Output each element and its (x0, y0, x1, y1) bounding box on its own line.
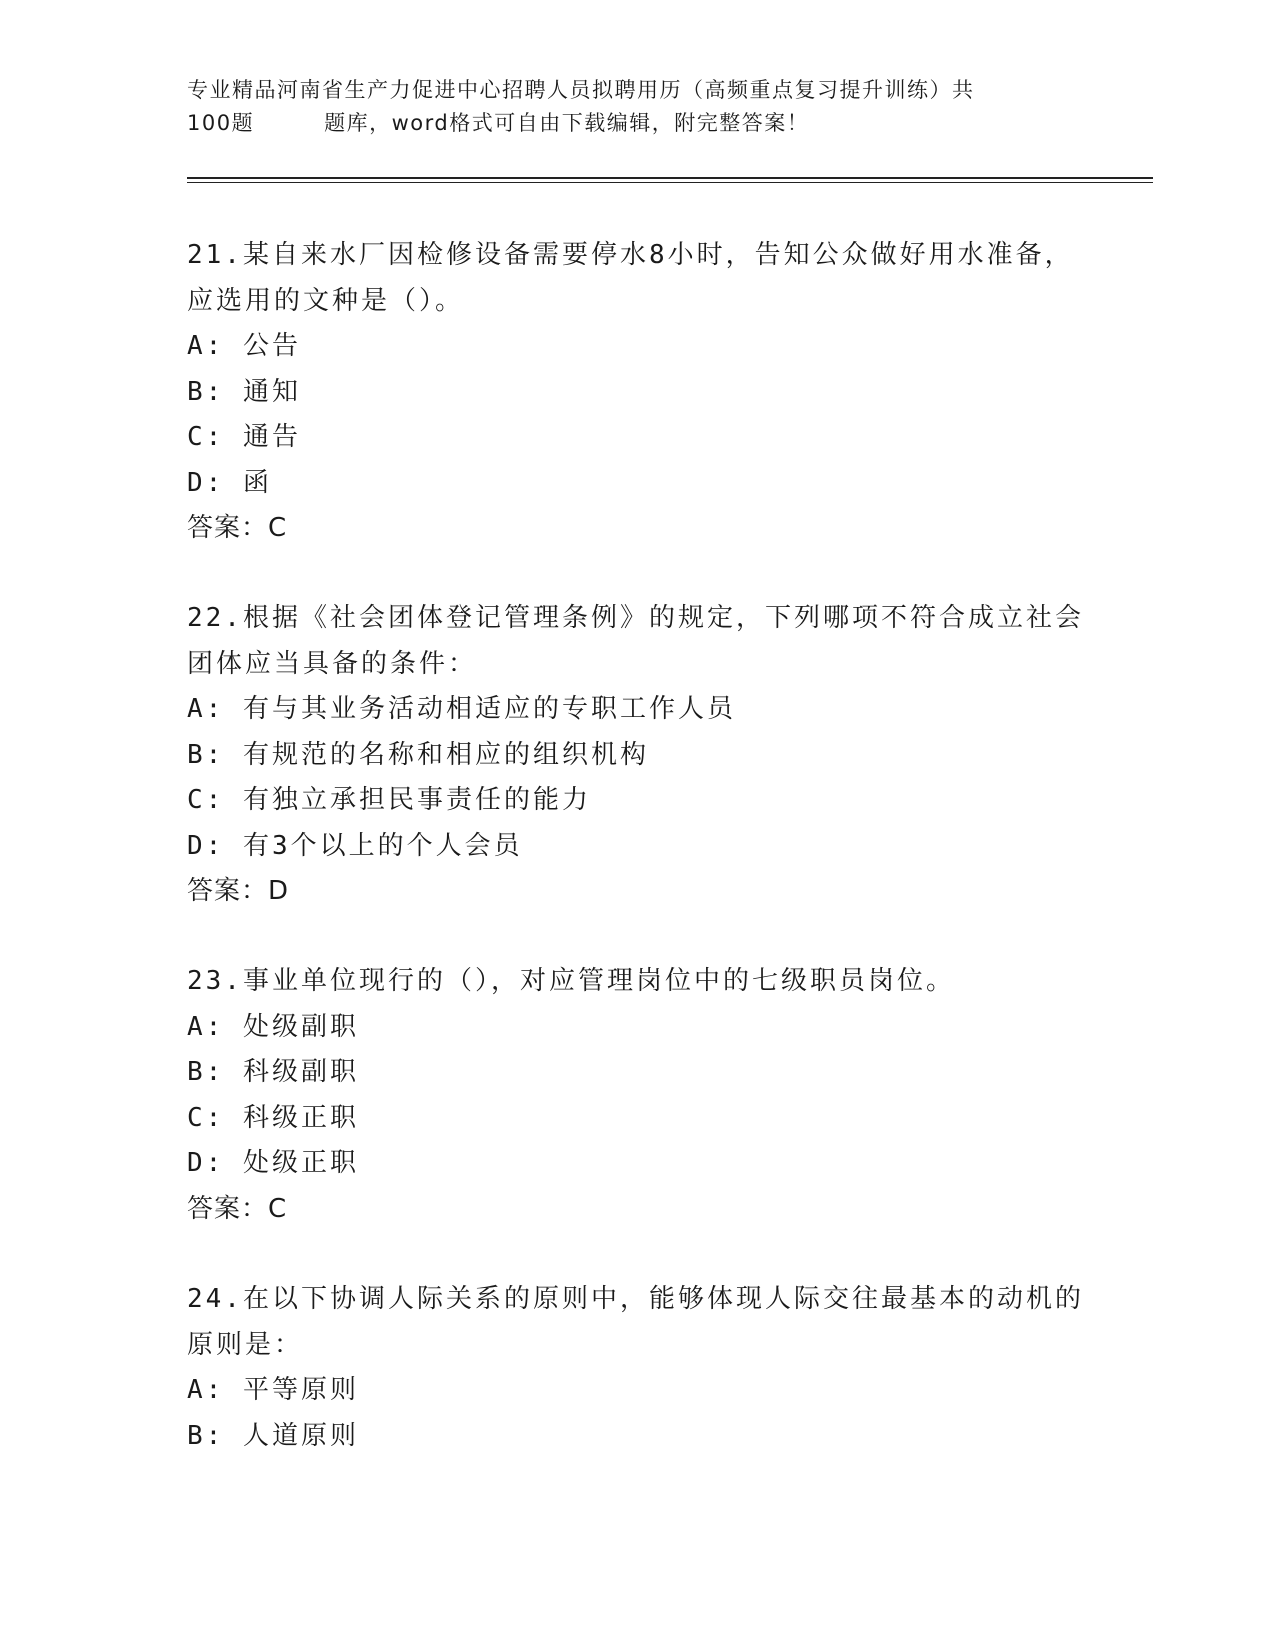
option-c: C: 通告 (187, 422, 301, 452)
question-stem-line: 22.根据《社会团体登记管理条例》的规定，下列哪项不符合成立社会 (187, 603, 1084, 633)
option-d: D: 处级正职 (187, 1148, 359, 1178)
question-stem-line: 原则是： (187, 1329, 304, 1360)
question-stem-line: 23.事业单位现行的（），对应管理岗位中的七级职员岗位。 (187, 966, 955, 996)
answer: 答案：D (187, 876, 290, 906)
question-stem-line: 应选用的文种是（）。 (187, 285, 465, 316)
header-divider-thick (187, 177, 1153, 179)
option-d: D: 函 (187, 467, 272, 498)
header-title-line-2 (187, 107, 1087, 140)
header-divider-thin (187, 182, 1153, 183)
option-b: B: 人道原则 (187, 1420, 359, 1451)
option-b: B: 通知 (187, 376, 301, 407)
question-stem-line: 21.某自来水厂因检修设备需要停水8小时，告知公众做好用水准备， (187, 240, 1074, 270)
question-stem-line: 24.在以下协调人际关系的原则中，能够体现人际交往最基本的动机的 (187, 1284, 1084, 1314)
option-a: A: 公告 (187, 331, 301, 361)
answer: 答案：C (187, 1193, 288, 1224)
option-a: A: 有与其业务活动相适应的专职工作人员 (187, 694, 736, 724)
option-a: A: 平等原则 (187, 1375, 359, 1405)
question-22 (187, 596, 1087, 915)
option-c: C: 有独立承担民事责任的能力 (187, 785, 591, 815)
question-23 (187, 959, 1087, 1232)
question-24 (187, 1277, 1087, 1459)
header-description: 题库，word格式可自由下载编辑，附完整答案！ (324, 111, 810, 135)
option-c: C: 科级正职 (187, 1102, 359, 1133)
header-question-count: 100题 (187, 111, 255, 135)
document-header (187, 74, 1087, 140)
answer: 答案：C (187, 513, 288, 543)
option-b: B: 科级副职 (187, 1057, 359, 1087)
option-d: D: 有3个以上的个人会员 (187, 830, 523, 861)
option-a: A: 处级副职 (187, 1011, 359, 1042)
header-title-line-1: 专业精品河南省生产力促进中心招聘人员拟聘用历（高频重点复习提升训练）共 (187, 78, 975, 102)
question-21 (187, 233, 1087, 552)
option-b: B: 有规范的名称和相应的组织机构 (187, 739, 649, 770)
question-stem-line: 团体应当具备的条件： (187, 648, 478, 679)
